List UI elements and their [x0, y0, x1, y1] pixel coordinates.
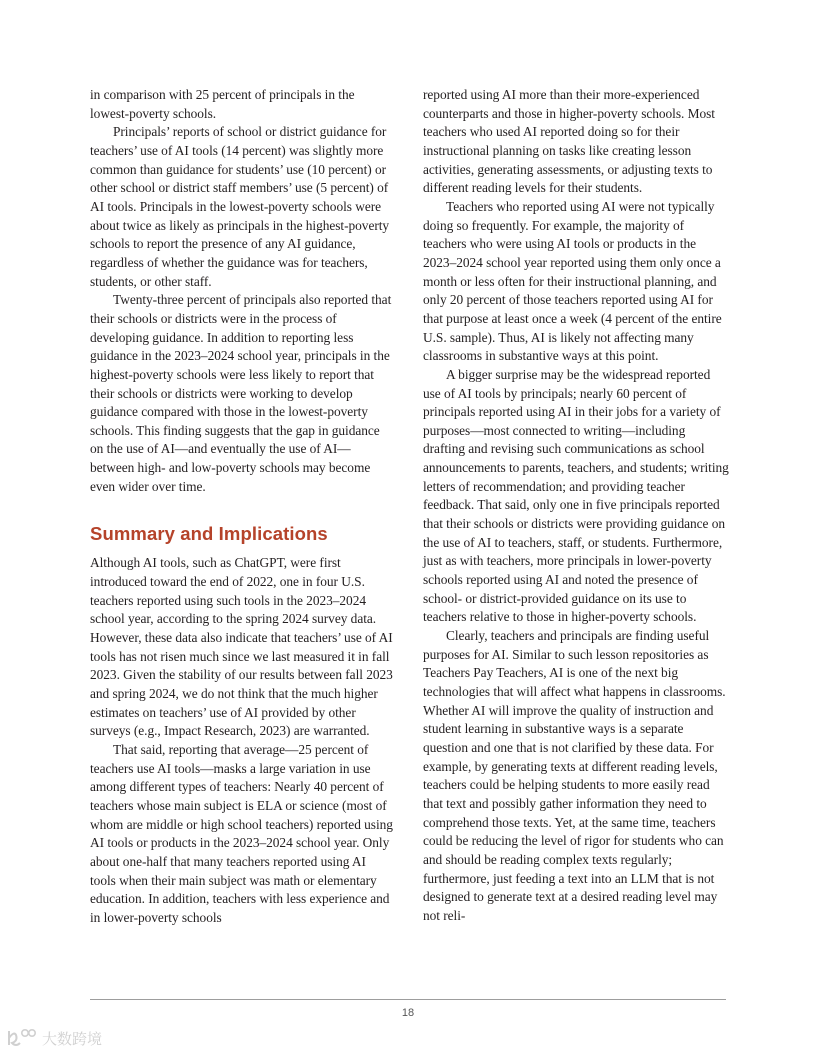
- left-column: [90, 86, 394, 928]
- paragraph: reported using AI more than their more-experienced counterparts and those in higher-poverty schools. Most teachers who used AI reported doing so for their instructional planning on tasks like creating lesson activities, generating assessments, or adjusting texts to different reading levels for their students.: [423, 87, 715, 196]
- paragraph: Clearly, teachers and principals are finding useful purposes for AI. Similar to such lesson repositories as Teachers Pay Teachers, AI is one of the next big technologies that will affect what happens in classrooms. Whether AI will improve the quality of instruction and student learning in substantive ways is a separate question and one that is not clarified by these data. For example, by generating texts at different reading levels, teachers could be helping students to more easily read that text and possibly gather information they need to comprehend those texts. Yet, at the same time, teachers could be reducing the level of rigor for students who can and should be reading complex texts regularly; furthermore, just feeding a text into an LLM that is not designed to generate text at a desired reading level may not reli-: [423, 628, 726, 923]
- paragraph: A bigger surprise may be the widespread reported use of AI tools by principals; nearly 60 percent of principals reported using AI in their jobs for a variety of purposes—most connected to writing—including drafting and revising such communications as school announcements to parents, teachers, and students; writing letters of recommendation; and providing teacher feedback. That said, only one in five principals reported that their schools or districts were providing guidance on the use of AI to teachers, staff, or students. Furthermore, just as with teachers, more principals in lower-poverty schools reported using AI and noted the presence of school- or district-provided guidance on its use to teachers relative to those in higher-poverty schools.: [423, 366, 729, 625]
- watermark-text: 大数跨境: [42, 1029, 103, 1048]
- right-column: [423, 86, 729, 926]
- paragraph: Although AI tools, such as ChatGPT, were first introduced toward the end of 2022, one in four U.S. teachers reported using such tools in the 2023–2024 school year, according to the spring 2024 survey data. However, these data also indicate that teachers’ use of AI tools has not risen much since we last measured it in fall 2023. Given the stability of our results between fall 2023 and spring 2024, we do not think that the much higher estimates on teachers’ use of AI provided by other surveys (e.g., Impact Research, 2023) are warranted.: [90, 555, 393, 739]
- section-heading: Summary and Implications: [90, 523, 328, 545]
- logo-icon: [6, 1027, 38, 1049]
- paragraph: That said, reporting that average—25 percent of teachers use AI tools—masks a large variation in use among different types of teachers: Nearly 40 percent of teachers whose main subject is ELA or science (most of whom are middle or high school teachers) reported using AI tools or products in the 2023–2024 school year. Only about one-half that many teachers reported using AI tools when their main subject was math or elementary education. In addition, teachers with less experience and in lower-poverty schools: [90, 742, 393, 925]
- paragraph: in comparison with 25 percent of principals in the lowest-poverty schools.: [90, 87, 355, 121]
- page-number: 18: [401, 1007, 415, 1019]
- paragraph: Principals’ reports of school or district guidance for teachers’ use of AI tools (14 percent) was slightly more common than guidance for students’ use (10 percent) or other school or district staff members’ use (5 percent) of AI tools. Principals in the lowest-poverty schools were about twice as likely as principals in the highest-poverty schools to report the presence of any AI guidance, regardless of whether the guidance was for teachers, students, or other staff.: [90, 124, 390, 289]
- paragraph: Twenty-three percent of principals also reported that their schools or districts were in the process of developing guidance. In addition to reporting less guidance in the 2023–2024 school year, principals in the highest-poverty schools were less likely to report that their schools or districts were working to develop guidance compared with those in the lowest-poverty schools. This finding suggests that the gap in guidance on the use of AI—and eventually the use of AI—between high- and low-poverty schools may become even wider over time.: [90, 292, 392, 494]
- paragraph: Teachers who reported using AI were not typically doing so frequently. For example, the majority of teachers who were using AI tools or products in the 2023–2024 school year reported using them only once a month or less often for their instructional planning, and only 20 percent of those teachers reported using AI for that purpose at least once a week (4 percent of the entire U.S. sample). Thus, AI is likely not affecting many classrooms in substantive ways at this point.: [423, 198, 722, 364]
- footer-divider: [90, 999, 726, 1000]
- watermark: [6, 1027, 102, 1049]
